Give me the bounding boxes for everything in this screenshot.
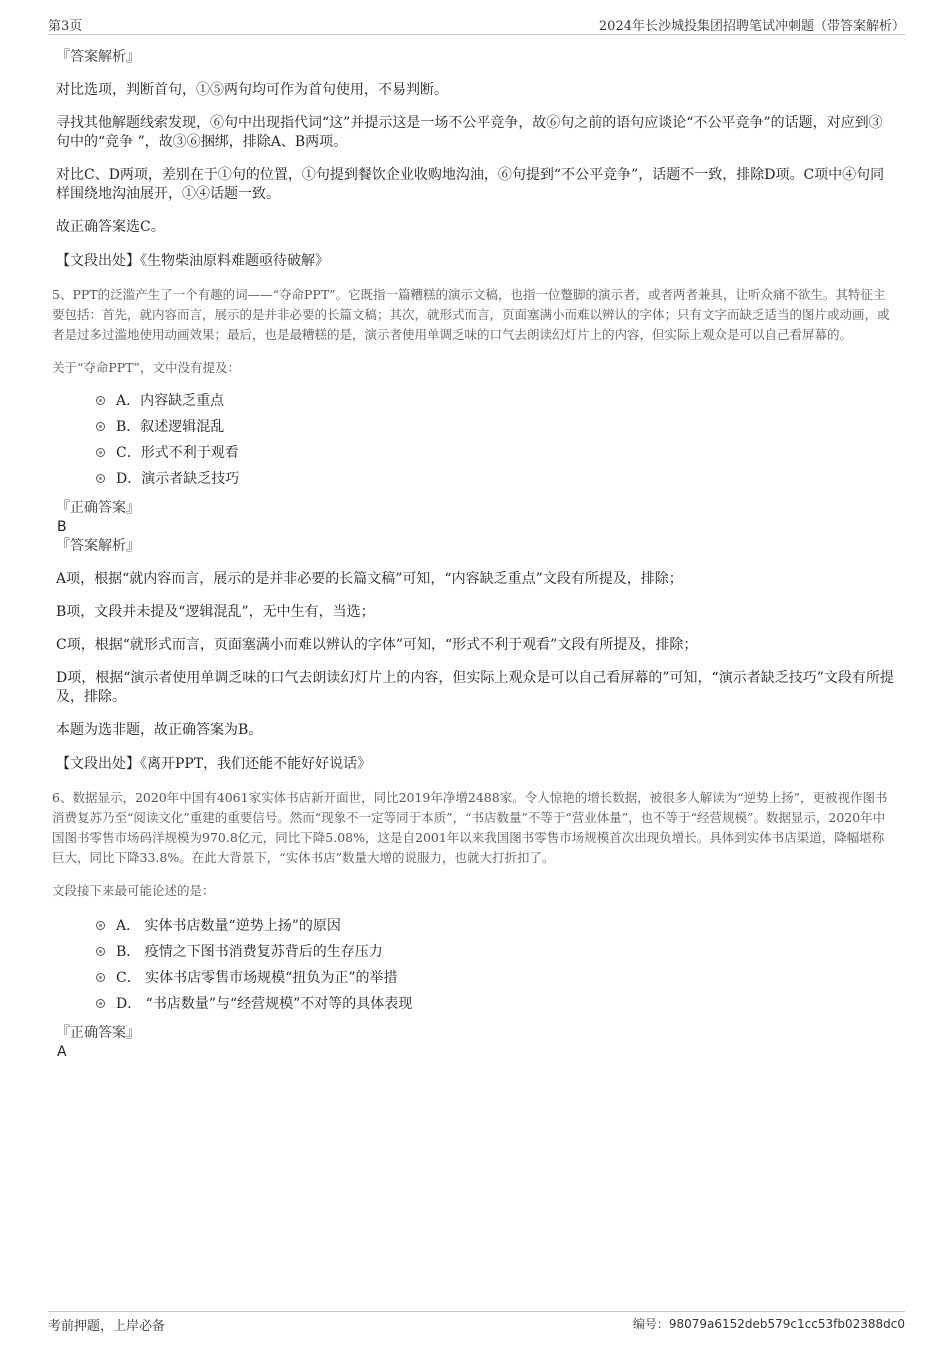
option-label: B． 疫情之下图书消费复苏背后的生存压力 — [116, 944, 383, 960]
q5-prompt: 关于“夺命PPT”，文中没有提及： — [52, 360, 240, 375]
radio-icon[interactable] — [96, 422, 105, 431]
q5-analysis-paragraph: B项，文段并未提及“逻辑混乱”，无中生有，当选； — [56, 604, 375, 620]
q6-option-c[interactable] — [56, 967, 896, 993]
q5-option-a[interactable] — [56, 390, 896, 416]
q5-options — [56, 390, 896, 494]
footer-slogan: 考前押题，上岸必备 — [48, 1319, 166, 1334]
radio-icon[interactable] — [96, 947, 105, 956]
radio-icon[interactable] — [96, 921, 105, 930]
option-label: A．内容缺乏重点 — [116, 393, 225, 409]
page-number: 第3页 — [48, 19, 83, 34]
radio-icon[interactable] — [96, 448, 105, 457]
q5-source: 【文段出处】《离开PPT，我们还能不能好好说话》 — [56, 756, 372, 772]
q5-analysis-conclusion: 本题为选非题，故正确答案为B。 — [56, 722, 263, 738]
q6-question-text: 6、数据显示，2020年中国有4061家实体书店新开面世，同比2019年净增2488家。令人惊艳的增长数据，被很多人解读为“逆势上扬”，更被视作图书消费复苏乃至“阅读文化”重建的重要信号。然而“现象不一定等同于本质”，“书店数量”不等于“营业体量”，也不等于“经营规模”。数据显示，2020年中国图书零售市场码洋规模为970.8亿元，同比下降5.08%，这是自2001年以来我国图书零售市场规模首次出现负增长。具体到实体书店渠道，降幅堪称巨大，同比下降33.8%。在此大背景下，“实体书店”数量大增的说服力，也就大打折扣了。 — [52, 790, 888, 865]
q5-answer: B — [57, 519, 67, 535]
q4-source: 【文段出处】《生物柴油原料难题亟待破解》 — [56, 253, 329, 269]
q5-analysis-paragraph: D项，根据“演示者使用单调乏味的口气去朗读幻灯片上的内容，但实际上观众是可以自己看屏幕的”可知，“演示者缺乏技巧”文段有所提及，排除。 — [56, 670, 894, 705]
q6-option-b[interactable] — [56, 941, 896, 967]
option-label: A． 实体书店数量“逆势上扬”的原因 — [116, 918, 341, 934]
q6-option-a[interactable] — [56, 915, 896, 941]
q5-question-text: 5、PPT的泛滥产生了一个有趣的词——“夺命PPT”。它既指一篇糟糕的演示文稿，也指一位蹩脚的演示者，或者两者兼具，让听众痛不欲生。其特征主要包括：首先，就内容而言，展示的是并非必要的长篇文稿；其次，就形式而言，页面塞满小而难以辨认的字体；只有文字而缺乏适当的图片或动画，或者是过多过滥地使用动画效果；最后，也是最糟糕的是，演示者使用单调乏味的口气去朗读幻灯片上的内容，但实际上观众是可以自己看屏幕的。 — [52, 287, 890, 342]
q6-prompt: 文段接下来最可能论述的是： — [52, 883, 215, 898]
option-label: B．叙述逻辑混乱 — [116, 419, 225, 435]
q5-option-b[interactable] — [56, 416, 896, 442]
q5-analysis-paragraph: C项，根据“就形式而言，页面塞满小而难以辨认的字体”可知，“形式不利于观看”文段有所提及，排除； — [56, 637, 698, 653]
radio-icon[interactable] — [96, 396, 105, 405]
q6-options — [56, 915, 896, 1019]
q5-analysis-paragraph: A项，根据“就内容而言，展示的是并非必要的长篇文稿”可知，“内容缺乏重点”文段有所提及，排除； — [56, 571, 683, 587]
q4-analysis-paragraph: 对比选项，判断首句，①⑤两句均可作为首句使用，不易判断。 — [56, 82, 448, 98]
q6-correct-label: 『正确答案』 — [56, 1025, 140, 1041]
q5-option-c[interactable] — [56, 442, 896, 468]
q6-answer: A — [57, 1044, 67, 1060]
q4-analysis-conclusion: 故正确答案选C。 — [56, 219, 165, 235]
document-code: 编号：98079a6152deb579c1cc53fb02388dc0 — [632, 1317, 905, 1331]
page-header — [48, 14, 905, 35]
option-label: D． “书店数量”与“经营规模”不对等的具体表现 — [116, 996, 413, 1012]
q4-analysis-paragraph: 寻找其他解题线索发现，⑥句中出现指代词“这”并提示这是一场不公平竞争，故⑥句之前的语句应谈论“不公平竞争”的话题，对应到③句中的“竞争 ”，故③⑥捆绑，排除A、B两项。 — [56, 115, 883, 150]
q5-correct-label: 『正确答案』 — [56, 500, 140, 516]
radio-icon[interactable] — [96, 973, 105, 982]
q5-analysis-label: 『答案解析』 — [56, 538, 140, 554]
q4-analysis-paragraph: 对比C、D两项，差别在于①句的位置，①句提到餐饮企业收购地沟油，⑥句提到“不公平竞争”，话题不一致，排除D项。C项中④句同样围绕地沟油展开，①④话题一致。 — [56, 167, 885, 202]
radio-icon[interactable] — [96, 474, 105, 483]
document-content — [52, 46, 896, 1061]
q4-analysis-label: 『答案解析』 — [56, 49, 140, 65]
q5-option-d[interactable] — [56, 468, 896, 494]
option-label: C． 实体书店零售市场规模“扭负为正”的举措 — [116, 970, 398, 986]
document-title: 2024年长沙城投集团招聘笔试冲刺题（带答案解析） — [598, 19, 905, 34]
option-label: D．演示者缺乏技巧 — [116, 471, 240, 487]
page-footer — [48, 1311, 905, 1334]
radio-icon[interactable] — [96, 999, 105, 1008]
q6-option-d[interactable] — [56, 993, 896, 1019]
option-label: C．形式不利于观看 — [116, 445, 239, 461]
